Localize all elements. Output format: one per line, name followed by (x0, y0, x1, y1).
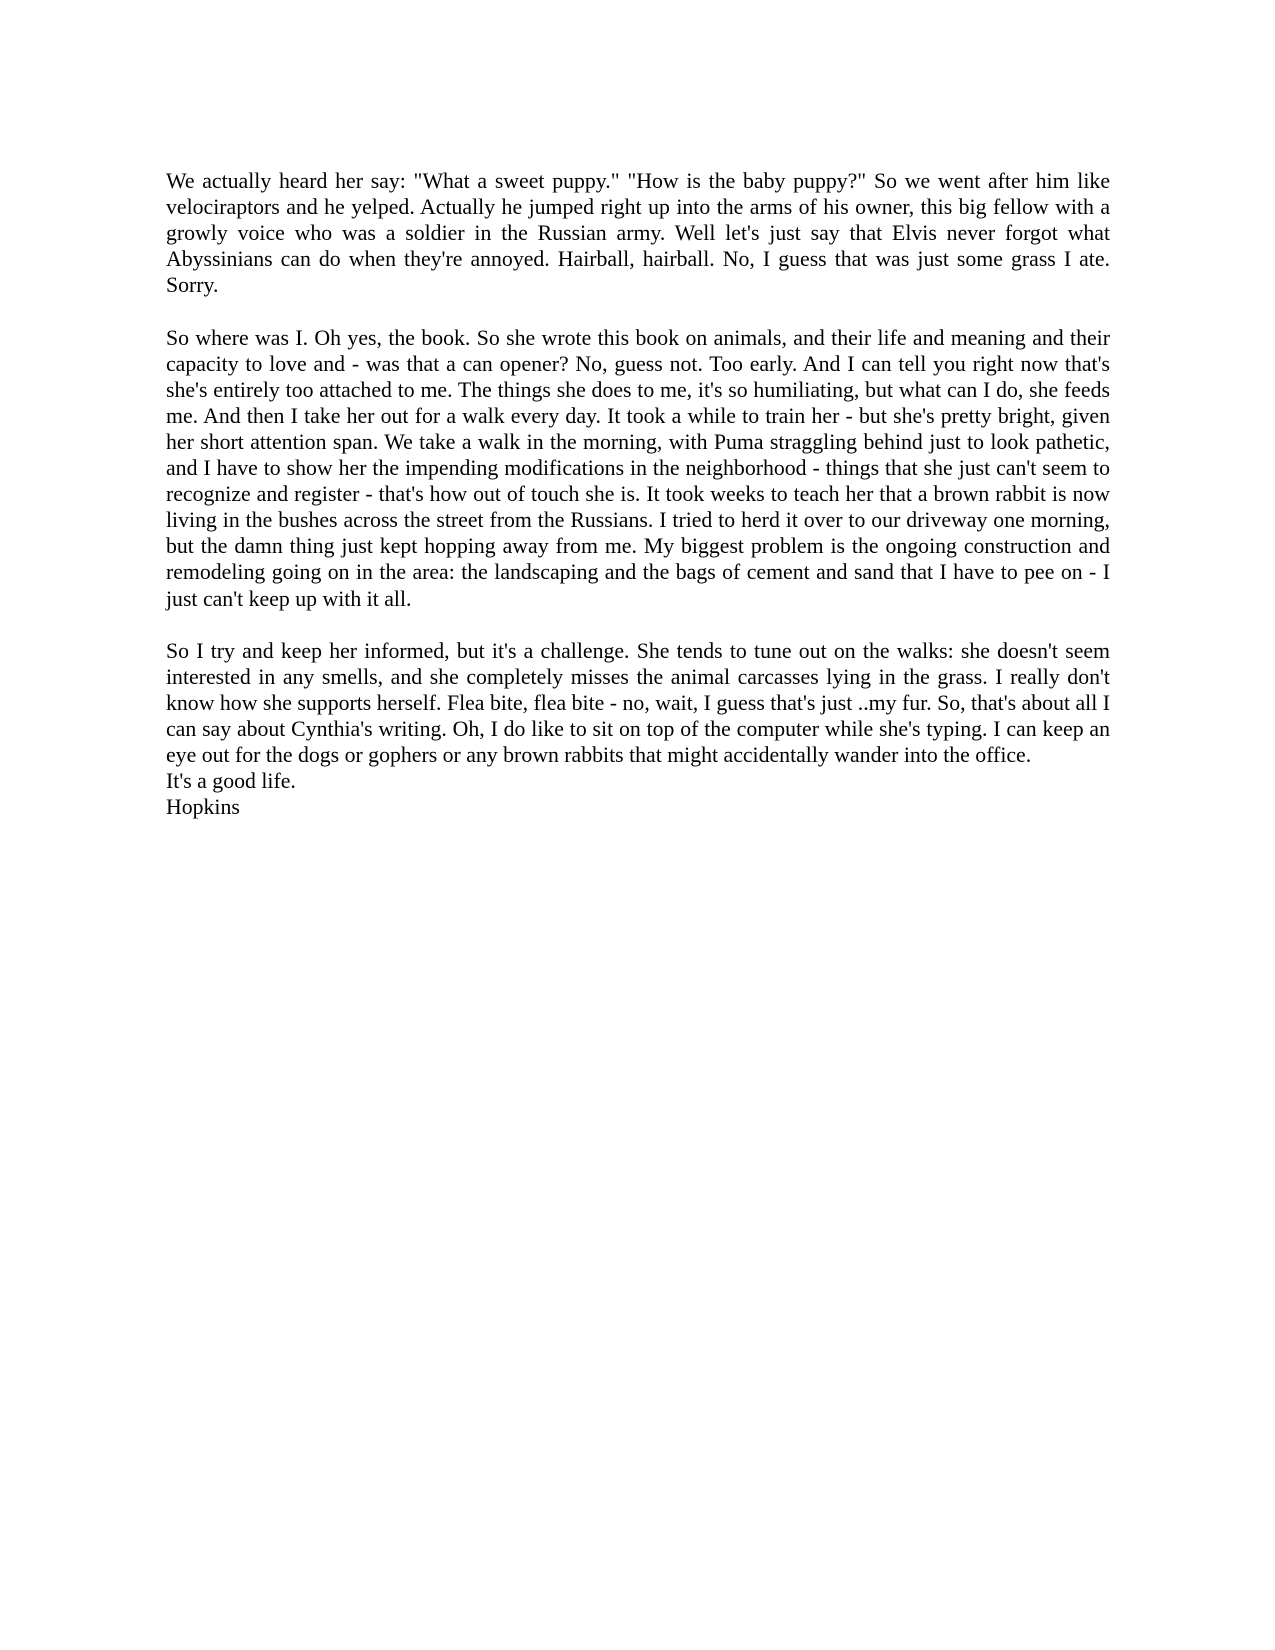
document-body (166, 168, 1110, 820)
paragraph-walks: So I try and keep her informed, but it's a challenge. She tends to tune out on the walks: she doesn't seem interested in any smells, and she completely misses the animal carcasses lying in the grass. I really don't know how she supports herself. Flea bite, flea bite - no, wait, I guess that's just ..my fur. So, that's about all I can say about Cynthia's writing. Oh, I do like to sit on top of the computer while she's typing. I can keep an eye out for the dogs or gophers or any brown rabbits that might accidentally wander into the office. (166, 638, 1110, 768)
paragraph-elvis-story: We actually heard her say: "What a sweet puppy." "How is the baby puppy?" So we went after him like velociraptors and he yelped. Actually he jumped right up into the arms of his owner, this big fellow with a growly voice who was a soldier in the Russian army. Well let's just say that Elvis never forgot what Abyssinians can do when they're annoyed. Hairball, hairball. No, I guess that was just some grass I ate. Sorry. (166, 169, 1110, 298)
closing-line: It's a good life. (166, 769, 296, 794)
signature: Hopkins (166, 795, 240, 820)
paragraph-the-book: So where was I. Oh yes, the book. So she wrote this book on animals, and their life and meaning and their capacity to love and - was that a can opener? No, guess not. Too early. And I can tell you right now that's she's entirely too attached to me. The things she does to me, it's so humiliating, but what can I do, she feeds me. And then I take her out for a walk every day. It took a while to train her - but she's pretty bright, given her short attention span. We take a walk in the morning, with Puma straggling behind just to look pathetic, and I have to show her the impending modifications in the neighborhood - things that she just can't seem to recognize and register - that's how out of touch she is. It took weeks to teach her that a brown rabbit is now living in the bushes across the street from the Russians. I tried to herd it over to our driveway one morning, but the damn thing just kept hopping away from me. My biggest problem is the ongoing construction and remodeling going on in the area: the landscaping and the bags of cement and sand that I have to pee on - I just can't keep up with it all. (166, 325, 1110, 611)
